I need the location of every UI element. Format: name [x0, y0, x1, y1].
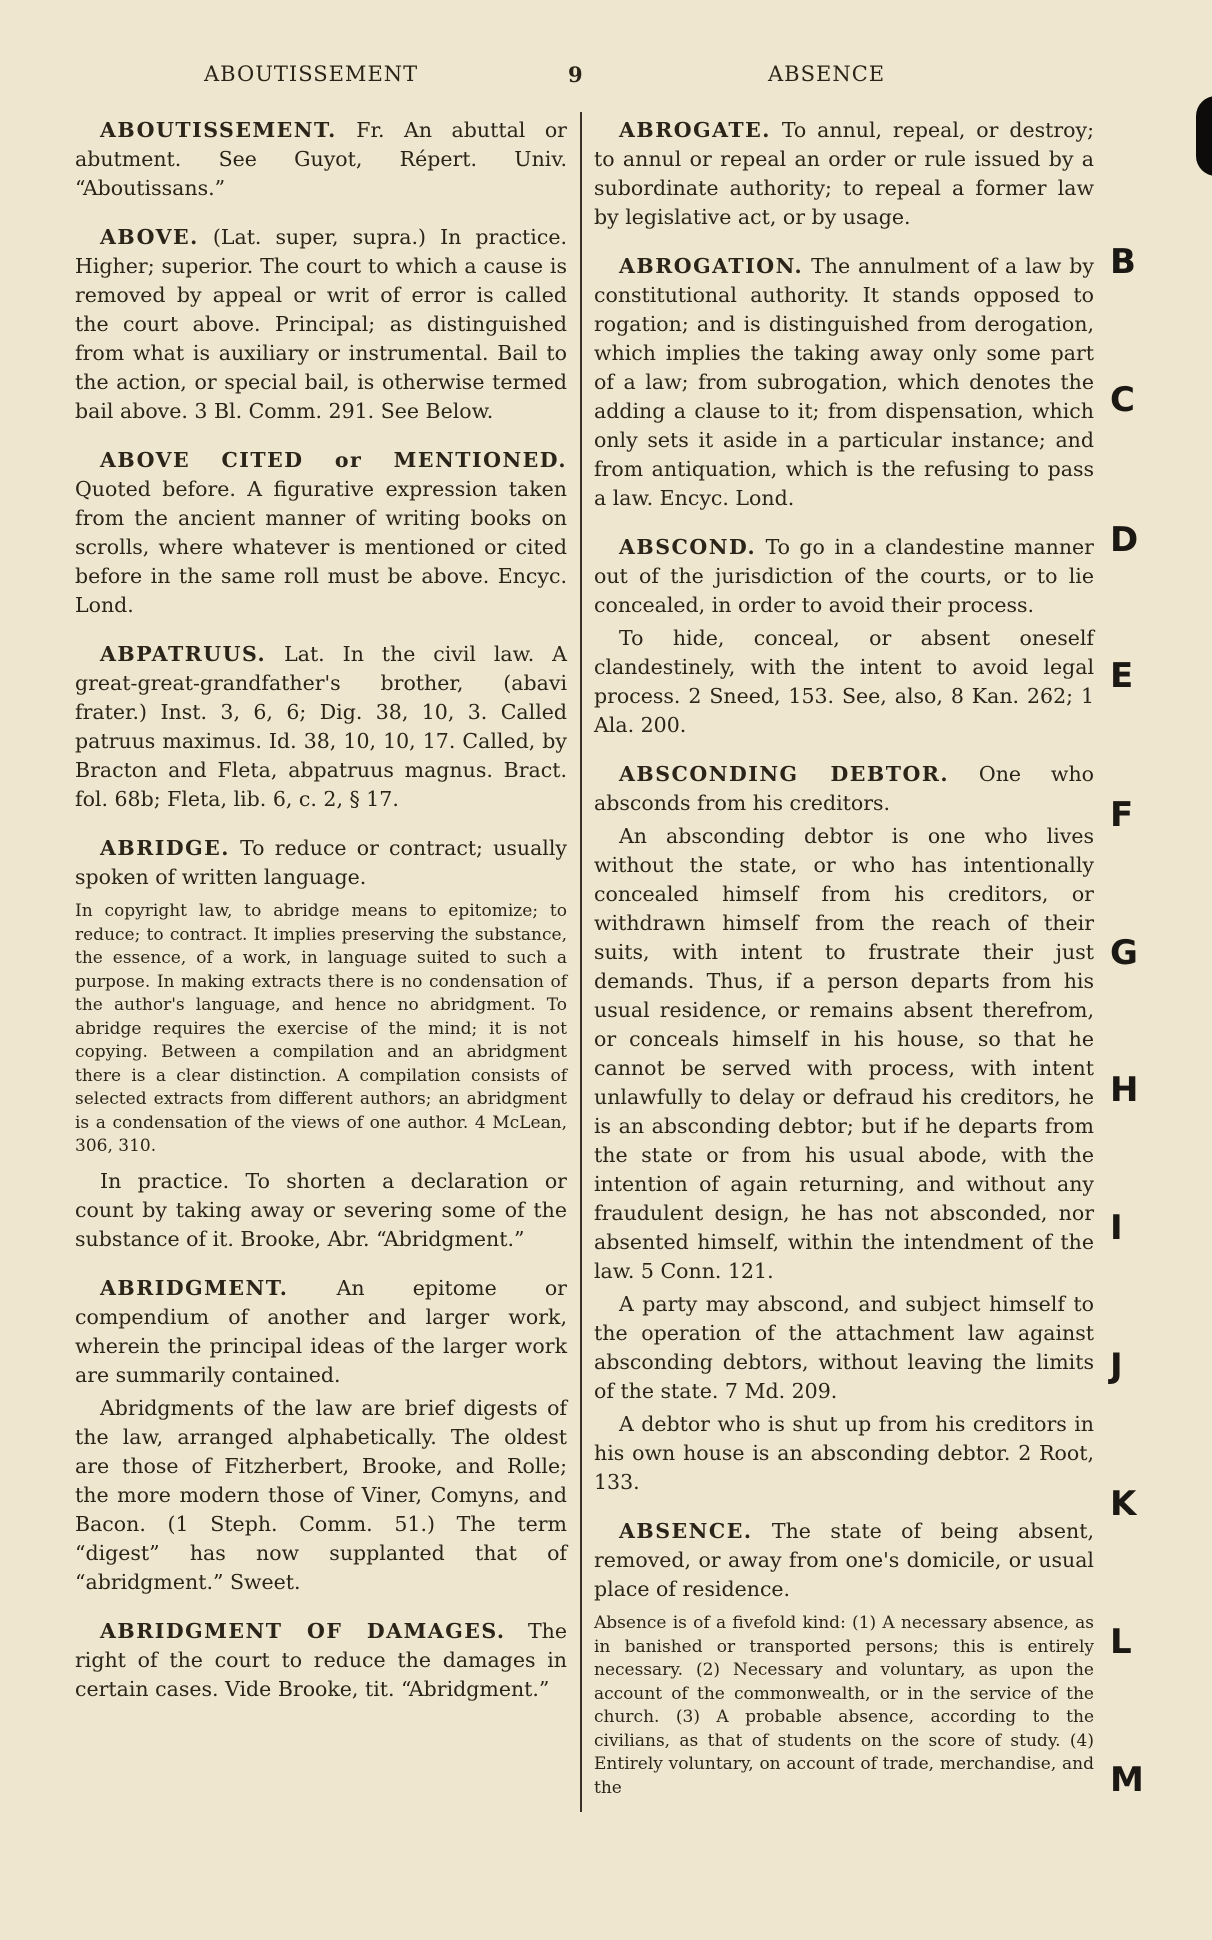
thumb-index-letter-c: C: [1110, 380, 1135, 420]
column-divider: [580, 112, 582, 1812]
page-number: 9: [568, 62, 584, 87]
left-column: [75, 116, 567, 1724]
entry-paragraph: [594, 1290, 1094, 1406]
entry-paragraph: [594, 1612, 1094, 1800]
thumb-index-letter-f: F: [1110, 795, 1134, 835]
entry-text: In copyright law, to abridge means to epitomize; to reduce; to contract. It implies preserving the substance, the essence, of a work, in language suited to such a purpose. In making extracts there is no condensation of the author's language, and hence no abridgment. To abridge requires the exercise of the mind; it is not copying. Between a compilation and an abridgment there is a clear distinction. A compilation consists of selected extracts from different authors; an abridgment is a condensation of the views of one author. 4 McLean, 306, 310.: [75, 901, 567, 1156]
thumb-index-letter-m: M: [1110, 1760, 1144, 1800]
entry-paragraph: [75, 640, 567, 814]
thumb-index-letter-g: G: [1110, 933, 1138, 973]
entry-headword: ABOUTISSEMENT.: [100, 118, 337, 142]
dictionary-entry: [594, 1517, 1094, 1800]
entry-paragraph: [75, 900, 567, 1159]
entry-headword: ABROGATE.: [619, 118, 771, 142]
entry-headword: ABRIDGMENT OF DAMAGES.: [100, 1618, 506, 1643]
entry-paragraph: [75, 1394, 567, 1597]
header-left-guide-word: ABOUTISSEMENT: [204, 62, 419, 86]
entry-paragraph: [594, 822, 1094, 1286]
thumb-index-letter-i: I: [1110, 1208, 1123, 1248]
entry-text: The state of being absent, removed, or away from one's domicile, or usual place of residence.: [594, 1519, 1094, 1601]
entry-paragraph: [75, 116, 567, 203]
dictionary-entry: [75, 834, 567, 1254]
entry-paragraph: [75, 446, 567, 620]
dictionary-entry: [594, 116, 1094, 232]
entry-paragraph: [594, 533, 1094, 620]
dictionary-entry: [594, 533, 1094, 740]
dictionary-entry: [75, 1617, 567, 1704]
entry-text: An epitome or compendium of another and larger work, wherein the principal ideas of the larger work are summarily contained.: [75, 1275, 567, 1387]
thumb-index-letter-j: J: [1110, 1346, 1123, 1386]
thumb-index-letter-l: L: [1110, 1622, 1132, 1662]
entry-paragraph: [594, 624, 1094, 740]
thumb-index-letter-h: H: [1110, 1070, 1139, 1110]
edge-tab-marker: [1196, 96, 1212, 176]
entry-paragraph: [75, 1274, 567, 1390]
entry-paragraph: [75, 834, 567, 892]
entry-text: To reduce or contract; usually spoken of written language.: [75, 836, 567, 889]
right-column: [594, 116, 1094, 1820]
entry-text: One who absconds from his creditors.: [594, 762, 1094, 815]
entry-headword: ABROGATION.: [619, 254, 804, 278]
dictionary-entry: [75, 1274, 567, 1597]
entry-text: Lat. In the civil law. A great-great-grandfather's brother, (abavi frater.) Inst. 3, 6, 6; Dig. 38, 10, 3. Called patruus maximus. Id. 38, 10, 10, 17. Called, by Bracton and Fleta, abpatruus magnus. Bract. fol. 68b; Fleta, lib. 6, c. 2, § 17.: [75, 642, 567, 811]
entry-paragraph: [75, 1617, 567, 1704]
entry-text: To go in a clandestine manner out of the jurisdiction of the courts, or to lie concealed, in order to avoid their process.: [594, 535, 1094, 617]
thumb-index-letter-e: E: [1110, 656, 1134, 696]
entry-paragraph: [594, 116, 1094, 232]
dictionary-entry: [75, 640, 567, 814]
running-header: [0, 62, 1212, 92]
entry-paragraph: [75, 223, 567, 426]
entry-text: Abridgments of the law are brief digests of the law, arranged alphabetically. The oldest are those of Fitzherbert, Brooke, and Rolle; the more modern those of Viner, Comyns, and Bacon. (1 Steph. Comm. 51.) The term “digest” has now supplanted that of “abridgment.” Sweet.: [75, 1395, 567, 1594]
thumb-index-letter-k: K: [1110, 1484, 1137, 1524]
entry-headword: ABSENCE.: [619, 1519, 753, 1543]
entry-text: The right of the court to reduce the damages in certain cases. Vide Brooke, tit. “Abridgment.”: [75, 1618, 567, 1701]
thumb-index-letter-b: B: [1110, 242, 1136, 282]
entry-text: In practice. To shorten a declaration or count by taking away or severing some of the substance of it. Brooke, Abr. “Abridgment.”: [75, 1168, 567, 1251]
entry-headword: ABOVE CITED or MENTIONED.: [100, 448, 567, 472]
entry-paragraph: [594, 760, 1094, 818]
entry-text: To hide, conceal, or absent oneself clandestinely, with the intent to avoid legal process. 2 Sneed, 153. See, also, 8 Kan. 262; 1 Ala. 200.: [594, 626, 1094, 737]
entry-text: To annul, repeal, or destroy; to annul or repeal an order or rule issued by a subordinate authority; to repeal a former law by legislative act, or by usage.: [594, 118, 1094, 229]
dictionary-entry: [75, 116, 567, 203]
entry-text: Absence is of a fivefold kind: (1) A necessary absence, as in banished or transported persons; this is entirely necessary. (2) Necessary and voluntary, as upon the account of the commonwealth, or in the service of the church. (3) A probable absence, according to the civilians, as that of students on the score of study. (4) Entirely voluntary, on account of trade, merchandise, and the: [594, 1613, 1094, 1798]
entry-paragraph: [594, 252, 1094, 513]
dictionary-entry: [75, 446, 567, 620]
entry-headword: ABPATRUUS.: [100, 642, 267, 666]
dictionary-entry: [594, 760, 1094, 1497]
dictionary-entry: [75, 223, 567, 426]
entry-headword: ABSCOND.: [619, 535, 757, 559]
entry-paragraph: [75, 1167, 567, 1254]
dictionary-entry: [594, 252, 1094, 513]
thumb-index-letter-d: D: [1110, 520, 1139, 560]
entry-headword: ABSCONDING DEBTOR.: [619, 762, 950, 786]
entry-headword: ABRIDGMENT.: [100, 1275, 289, 1300]
entry-text: A debtor who is shut up from his creditors in his own house is an absconding debtor. 2 Root, 133.: [594, 1412, 1094, 1494]
entry-text: Quoted before. A figurative expression taken from the ancient manner of writing books on scrolls, where whatever is mentioned or cited before in the same roll must be above. Encyc. Lond.: [75, 477, 567, 617]
entry-headword: ABRIDGE.: [100, 836, 230, 860]
entry-text: (Lat. super, supra.) In practice. Higher; superior. The court to which a cause is removed by appeal or writ of error is called the court above. Principal; as distinguished from what is auxiliary or instrumental. Bail to the action, or special bail, is otherwise termed bail above. 3 Bl. Comm. 291. See Below.: [75, 225, 567, 423]
entry-text: A party may abscond, and subject himself to the operation of the attachment law against absconding debtors, without leaving the limits of the state. 7 Md. 209.: [594, 1292, 1094, 1403]
header-right-guide-word: ABSENCE: [768, 62, 886, 86]
thumb-index: [1110, 0, 1150, 1940]
entry-headword: ABOVE.: [100, 225, 199, 249]
entry-text: Fr. An abuttal or abutment. See Guyot, Répert. Univ. “Aboutissans.”: [75, 118, 567, 200]
entry-paragraph: [594, 1410, 1094, 1497]
entry-text: An absconding debtor is one who lives without the state, or who has intentionally concealed himself from his creditors, or withdrawn himself from the reach of their suits, with intent to frustrate their just demands. Thus, if a person departs from his usual residence, or remains absent therefrom, or conceals himself in his house, so that he cannot be served with process, with intent unlawfully to delay or defraud his creditors, he is an absconding debtor; but if he departs from the state or from his usual abode, with the intention of again returning, and without any fraudulent design, he has not absconded, nor absented himself, within the intendment of the law. 5 Conn. 121.: [594, 824, 1094, 1283]
entry-paragraph: [594, 1517, 1094, 1604]
entry-text: The annulment of a law by constitutional authority. It stands opposed to rogation; and is distinguished from derogation, which implies the taking away only some part of a law; from subrogation, which denotes the adding a clause to it; from dispensation, which only sets it aside in a particular instance; and from antiquation, which is the refusing to pass a law. Encyc. Lond.: [594, 254, 1094, 510]
